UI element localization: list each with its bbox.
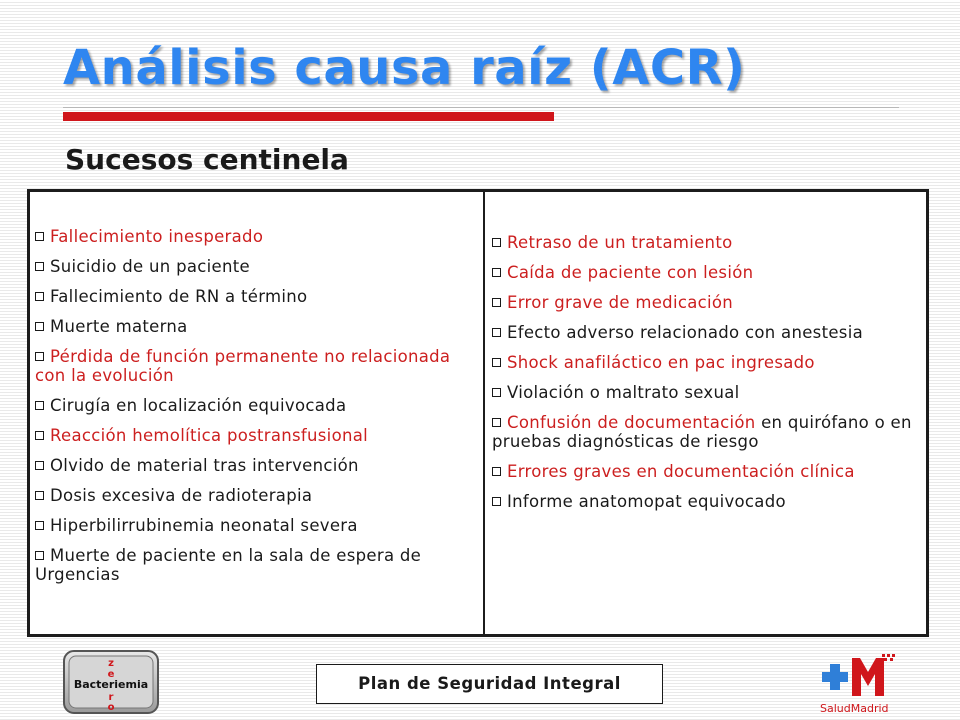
list-item (35, 257, 475, 276)
list-item (35, 227, 475, 246)
checkbox-bullet-icon (35, 352, 44, 361)
list-item-text: Fallecimiento de RN a término (50, 287, 308, 306)
page-title: Análisis causa raíz (ACR) (63, 40, 746, 96)
list-item (35, 456, 475, 475)
list-item (35, 516, 475, 535)
checkbox-bullet-icon (35, 262, 44, 271)
list-item-text: Shock anafiláctico en pac ingresado (507, 353, 815, 372)
list-item (35, 486, 475, 505)
list-item-text: Fallecimiento inesperado (50, 227, 264, 246)
svg-text:r: r (108, 692, 114, 703)
list-item-text: Reacción hemolítica postransfusional (50, 426, 369, 445)
list-item-text: Suicidio de un paciente (50, 257, 250, 276)
list-item-text: Muerte de paciente en la sala de espera de Urgencias (35, 546, 422, 584)
list-item-text: Retraso de un tratamiento (507, 233, 733, 252)
plan-label: Plan de Seguridad Integral (358, 674, 621, 693)
list-item-text: Violación o maltrato sexual (507, 383, 740, 402)
list-item (492, 462, 924, 481)
right-column (492, 192, 924, 522)
checkbox-bullet-icon (35, 292, 44, 301)
checkbox-bullet-icon (492, 238, 501, 247)
list-item (492, 413, 924, 451)
salud-madrid-text: SaludMadrid (820, 702, 889, 715)
list-item (492, 293, 924, 312)
list-item-text: Muerte materna (50, 317, 188, 336)
list-item (35, 426, 475, 445)
title-red-bar (63, 112, 554, 121)
checkbox-bullet-icon (492, 497, 501, 506)
list-item (35, 396, 475, 415)
list-item-text: Confusión de documentación (507, 413, 756, 432)
svg-text:z: z (108, 658, 114, 669)
checkbox-bullet-icon (35, 232, 44, 241)
checkbox-bullet-icon (492, 328, 501, 337)
list-item (35, 287, 475, 306)
list-item-text: Pérdida de función permanente no relacionada con la evolución (35, 347, 451, 385)
svg-text:e: e (107, 669, 115, 680)
checkbox-bullet-icon (35, 461, 44, 470)
list-item (35, 317, 475, 336)
checkbox-bullet-icon (35, 431, 44, 440)
bacteriemia-zero-logo (63, 650, 159, 714)
checkbox-bullet-icon (492, 418, 501, 427)
list-item (492, 383, 924, 402)
left-column (35, 192, 475, 595)
table-divider (483, 192, 485, 634)
list-item-text: Errores graves en documentación clínica (507, 462, 855, 481)
list-item-text-rest: en quirófano o en pruebas diagnósticas de riesgo (492, 413, 912, 451)
title-underline (63, 107, 899, 108)
logo-left-text: Bacteriemia (73, 678, 149, 691)
list-item-text: Error grave de medicación (507, 293, 734, 312)
list-item (492, 263, 924, 282)
list-item-text: Dosis excesiva de radioterapia (50, 486, 313, 505)
checkbox-bullet-icon (35, 401, 44, 410)
checkbox-bullet-icon (35, 491, 44, 500)
list-item (35, 347, 475, 385)
list-item (35, 546, 475, 584)
list-item-text: Cirugía en localización equivocada (50, 396, 347, 415)
list-item (492, 233, 924, 252)
checkbox-bullet-icon (492, 268, 501, 277)
checkbox-bullet-icon (35, 322, 44, 331)
plan-label-box (316, 664, 663, 704)
checkbox-bullet-icon (492, 358, 501, 367)
page-subtitle: Sucesos centinela (65, 143, 349, 176)
list-item (492, 323, 924, 342)
checkbox-bullet-icon (492, 388, 501, 397)
list-item (492, 492, 924, 511)
sentinel-events-table (27, 189, 929, 637)
checkbox-bullet-icon (492, 467, 501, 476)
list-item-text: Hiperbilirrubinemia neonatal severa (50, 516, 358, 535)
list-item-text: Caída de paciente con lesión (507, 263, 754, 282)
list-item-text: Informe anatomopat equivocado (507, 492, 786, 511)
list-item (492, 353, 924, 372)
svg-text:o: o (107, 702, 115, 713)
checkbox-bullet-icon (492, 298, 501, 307)
salud-madrid-logo (820, 652, 900, 718)
list-item-text: Olvido de material tras intervención (50, 456, 359, 475)
checkbox-bullet-icon (35, 551, 44, 560)
checkbox-bullet-icon (35, 521, 44, 530)
list-item-text: Efecto adverso relacionado con anestesia (507, 323, 863, 342)
